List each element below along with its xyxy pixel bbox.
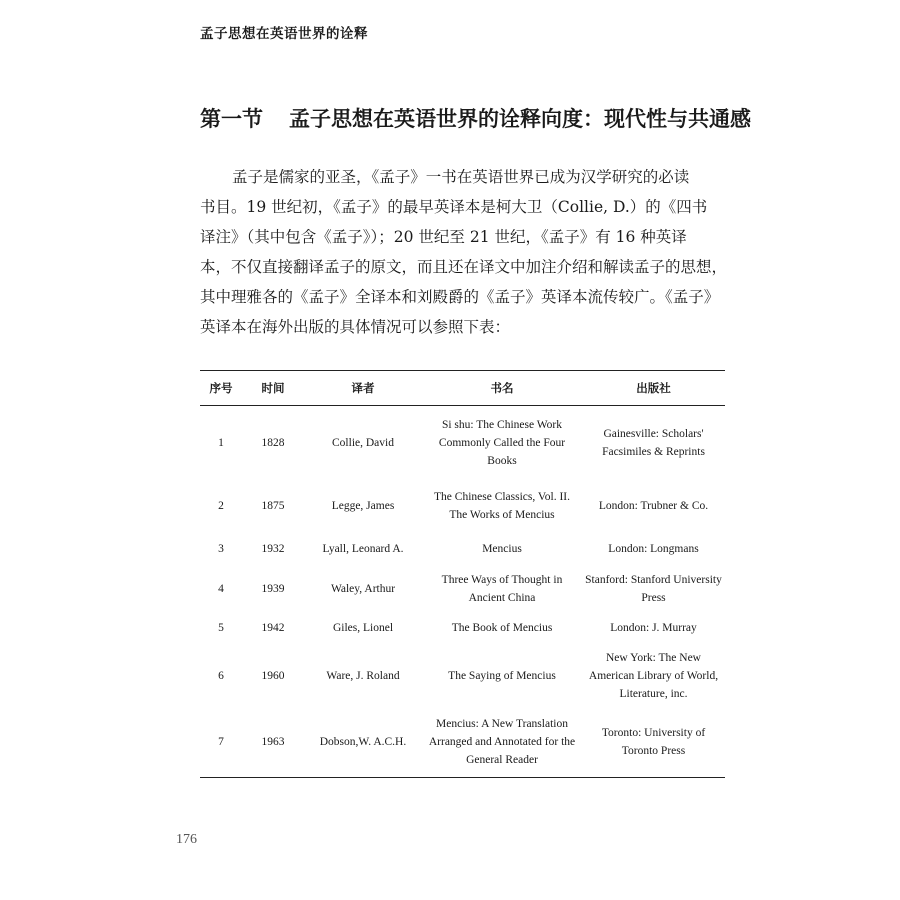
cell-publisher: Stanford: Stanford University Press [585, 573, 722, 604]
cell-translator: Dobson,W. A.C.H. [319, 736, 407, 749]
paragraph-line: 译注》（其中包含《孟子》）；20 世纪至 21 世纪，《孟子》有 16 种英译 [200, 228, 687, 246]
table-row [200, 644, 725, 708]
cell-number: 4 [218, 582, 224, 595]
cell-year: 1828 [261, 436, 285, 449]
table-row [200, 708, 725, 778]
paragraph-line: 孟子是儒家的亚圣，《孟子》一书在英语世界已成为汉学研究的必读 [232, 168, 690, 186]
cell-translator: Legge, James [331, 499, 395, 512]
section-title [200, 103, 751, 133]
paragraph-line: 英译本在海外出版的具体情况可以参照下表： [200, 318, 511, 336]
section-number: 第一节 [200, 107, 263, 131]
header-publisher: 出版社 [636, 381, 671, 395]
cell-number: 3 [218, 542, 224, 555]
header-translator: 译者 [351, 381, 375, 395]
cell-number: 5 [218, 621, 224, 634]
cell-translator: Collie, David [332, 436, 394, 449]
cell-title: The Book of Mencius [451, 621, 553, 634]
paragraph-line: 书目。19 世纪初，《孟子》的最早英译本是柯大卫（Collie, D.）的《四书 [200, 198, 708, 216]
cell-year: 1960 [261, 669, 285, 682]
cell-translator: Ware, J. Roland [326, 669, 400, 682]
table-row [200, 566, 725, 612]
cell-publisher: Gainesville: Scholars' Facsimiles & Reprints [602, 427, 705, 458]
running-header: 孟子思想在英语世界的诠释 [200, 26, 368, 42]
cell-title: Si shu: The Chinese Work Commonly Called the Four Books [438, 418, 566, 467]
paragraph-line: 本，不仅直接翻译孟子的原文，而且还在译文中加注介绍和解读孟子的思想， [200, 258, 728, 276]
table-row [200, 406, 725, 480]
table-row [200, 480, 725, 532]
cell-title: The Saying of Mencius [448, 669, 556, 682]
cell-translator: Waley, Arthur [330, 582, 396, 595]
page-number: 176 [176, 832, 197, 847]
cell-year: 1932 [261, 542, 285, 555]
cell-translator: Lyall, Leonard A. [322, 542, 404, 555]
cell-publisher: London: Trubner & Co. [598, 499, 709, 512]
cell-translator: Giles, Lionel [332, 621, 394, 634]
cell-number: 6 [218, 669, 224, 682]
cell-publisher: London: J. Murray [610, 621, 697, 634]
cell-publisher: London: Longmans [608, 542, 699, 555]
cell-year: 1942 [261, 621, 285, 634]
table-header-row [200, 371, 725, 406]
table-row [200, 612, 725, 644]
cell-year: 1875 [261, 499, 285, 512]
cell-title: The Chinese Classics, Vol. II. The Works of Mencius [434, 490, 570, 521]
cell-title: Mencius: A New Translation Arranged and Annotated for the General Reader [428, 718, 576, 767]
cell-title: Three Ways of Thought in Ancient China [441, 573, 563, 604]
cell-number: 7 [218, 736, 224, 749]
paragraph-line: 其中理雅各的《孟子》全译本和刘殿爵的《孟子》英译本流传较广。《孟子》 [200, 288, 720, 306]
cell-number: 2 [218, 499, 224, 512]
cell-number: 1 [218, 436, 224, 449]
cell-year: 1939 [261, 582, 285, 595]
section-heading: 孟子思想在英语世界的诠释向度：现代性与共通感 [289, 107, 751, 131]
header-number: 序号 [209, 381, 233, 395]
body-paragraph [200, 162, 730, 342]
translations-table [200, 370, 725, 778]
table-row [200, 532, 725, 566]
cell-publisher: Toronto: University of Toronto Press [601, 727, 706, 758]
cell-publisher: New York: The New American Library of World, Literature, inc. [588, 651, 719, 700]
header-title: 书名 [490, 381, 514, 395]
cell-year: 1963 [261, 736, 285, 749]
cell-title: Mencius [482, 542, 522, 555]
header-year: 时间 [261, 381, 285, 395]
